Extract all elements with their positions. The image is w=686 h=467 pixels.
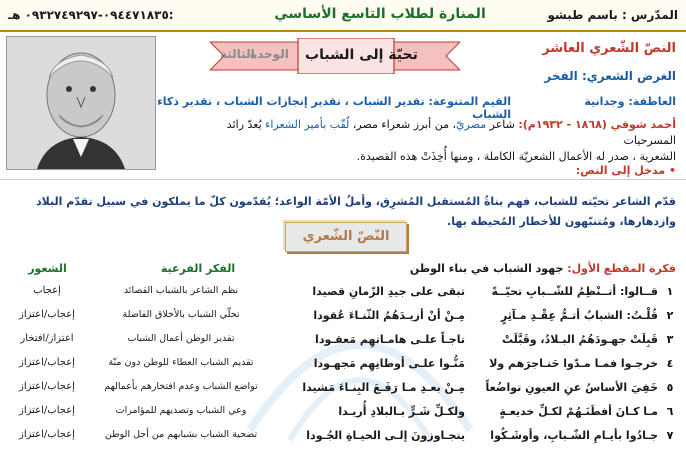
poem-row bbox=[0, 429, 686, 453]
verse-first-half: قــالوا: أتــنْظِمُ للشّــبابِ تحيّــةً bbox=[491, 285, 658, 298]
bio-part1: شاعر bbox=[486, 118, 519, 131]
teacher-name: المدّرس : باسم طبشو bbox=[547, 8, 678, 22]
section-idea: جهود الشباب في بناء الوطن bbox=[409, 262, 568, 275]
verse-second-half: يتجـاوزونَ إلـى الحيـاةِ الجُـودا bbox=[306, 429, 465, 442]
poet-bio-line2: الشعرية ، صدر له الأعمال الشعريّة الكاملة ، ومنها أُخِذَتْ هذه القصيدة. bbox=[356, 150, 676, 163]
verse-number: ٦ bbox=[666, 405, 674, 418]
poet-bio-line1 bbox=[176, 117, 676, 149]
unit-label: الوحدة bbox=[250, 47, 289, 61]
divider bbox=[0, 179, 686, 180]
verse-first-half: خَفِيَ الأساسُ عنِ العيونِ تواضُعاً bbox=[485, 381, 658, 394]
emotion: العاطفة: وجدانية bbox=[584, 95, 676, 108]
unit-number: الثالثة bbox=[220, 47, 255, 61]
sub-idea: تقدير الوطن أعمال الشباب bbox=[127, 333, 235, 344]
section-title bbox=[410, 262, 676, 275]
bio-title: لُقّب بأمير الشعراء bbox=[265, 118, 350, 131]
sub-idea: وعي الشباب وتصديهم للمؤامرات bbox=[115, 405, 247, 416]
verse-second-half: تاجـاً علـى هامـاتهِم مَعقـودا bbox=[315, 333, 465, 346]
verse-number: ١ bbox=[666, 285, 674, 298]
text-number: النصّ الشّعري العاشر bbox=[542, 41, 676, 56]
poem-row bbox=[0, 285, 686, 309]
poem-row bbox=[0, 357, 686, 381]
header-title: المنارة لطلاب التاسع الأساسي bbox=[274, 6, 486, 22]
poet-name: أحمد شوقي (١٨٦٨ - ١٩٣٢م): bbox=[518, 118, 676, 131]
verse-first-half: خرجـوا فمـا مـدّوا حَنـاجرَهم ولا bbox=[489, 357, 658, 370]
phone-number-value: ٠٩٤٤٧١٨٣٥-٠٩٣٢٧٤٩٢٩٧ bbox=[24, 8, 169, 22]
values: القيم المتنوعة: تقدير الشباب ، تقدير إنجازات الشباب ، تقدير ذكاء الشباب bbox=[157, 95, 511, 121]
page-header bbox=[0, 0, 686, 32]
feeling: إعجاب/اعتزاز bbox=[19, 429, 75, 440]
verse-second-half: مَنُّـوا علـى أوطانِهِم مَجهـودا bbox=[313, 357, 465, 370]
verse-number: ٧ bbox=[666, 429, 674, 442]
sub-idea: تضحية الشباب بشبابهم من أجل الوطن bbox=[104, 429, 258, 440]
verse-number: ٤ bbox=[666, 357, 674, 370]
verse-number: ٣ bbox=[666, 333, 674, 346]
bio-part3: يُعدّ رائد المسرحيات bbox=[226, 118, 676, 147]
verse-first-half: مـا كـانَ أفطَنَـهُمْ لكـلِّ خديعـةٍ bbox=[499, 405, 658, 418]
phone-numbers bbox=[8, 8, 174, 22]
verse-first-half: قَبِلَتْ جهـودَهُمُ البـلادُ، وقَبَّلَتْ bbox=[501, 333, 658, 346]
feeling: إعجاب bbox=[33, 285, 61, 296]
verse-second-half: مِـنْ بعـدِ مـا رَفَـعَ البِنـاءَ مَشيدا bbox=[302, 381, 465, 394]
poem-row bbox=[0, 405, 686, 429]
purpose-label: الغرض الشعري: bbox=[581, 69, 676, 83]
verse-first-half: قُلْـتُ: الشبابُ أتـمُّ عِقْـدِ مـآثِرٍ bbox=[500, 309, 658, 322]
intro-heading: • مدخل إلى النص: bbox=[575, 164, 676, 177]
sub-ideas-header: الفكر الفرعية bbox=[160, 262, 236, 275]
poem-row bbox=[0, 333, 686, 357]
feeling: إعجاب/اعتزاز bbox=[19, 357, 75, 368]
intro-text: قدّم الشاعر تحيّته للشباب، فهم بناةُ المُستقبل المُشرِق، وأملُ الأمّة الواعد؛ يُقدّمون كلّ ما يملكون في سبيل تقدّم البلاد وازدهارها، ومُتنبّهون للأخطار المُحيطة بها. bbox=[36, 195, 676, 228]
verse-number: ٥ bbox=[666, 381, 674, 394]
poem-row bbox=[0, 309, 686, 333]
sub-idea: تقديم الشباب العطاء للوطن دون منّة bbox=[108, 357, 254, 368]
feeling: إعجاب/اعتزاز bbox=[19, 405, 75, 416]
feeling: اعتزاز/افتخار bbox=[20, 333, 74, 344]
phone-prefix: هـ: bbox=[8, 8, 174, 22]
verse-second-half: ولكـلِّ شَـرٍّ بـالبلادِ أُريـدا bbox=[338, 405, 465, 418]
sub-idea: تواضع الشباب وعدم افتخارهم بأعمالهم bbox=[104, 381, 258, 392]
verse-number: ٢ bbox=[666, 309, 674, 322]
poem-row bbox=[0, 381, 686, 405]
purpose-value: الفخر bbox=[544, 69, 578, 83]
feeling: إعجاب/اعتزاز bbox=[19, 309, 75, 320]
poetic-purpose bbox=[544, 69, 676, 83]
verse-first-half: جـادُوا بأيـامِ الشّـبابِ، وأوشَـكُوا bbox=[490, 429, 658, 442]
sub-idea: تحلّي الشباب بالأخلاق الفاضلة bbox=[122, 309, 240, 320]
section-label: فكرة المقطع الأول: bbox=[567, 262, 676, 275]
bio-egyptian: مصريّ bbox=[456, 118, 487, 131]
bio-part2: ، من أبرز شعراء مصر، bbox=[349, 118, 457, 131]
poem-heading-label: النّصّ الشّعري bbox=[302, 229, 390, 244]
feeling-header: الشعور bbox=[28, 262, 67, 275]
feeling: إعجاب/اعتزاز bbox=[19, 381, 75, 392]
unit-banner bbox=[210, 38, 460, 74]
poem-heading-box bbox=[285, 222, 407, 252]
verse-second-half: مِـنْ أنْ أزيـدَهُمُ الثّنـاءَ عُقودا bbox=[313, 309, 465, 322]
verse-second-half: تبقى على جيدِ الزّمانِ قصيدا bbox=[312, 285, 465, 298]
sub-idea: نظم الشاعر بالشباب القصائد bbox=[123, 285, 239, 296]
unit-title: تحيّة إلى الشباب bbox=[305, 47, 418, 63]
